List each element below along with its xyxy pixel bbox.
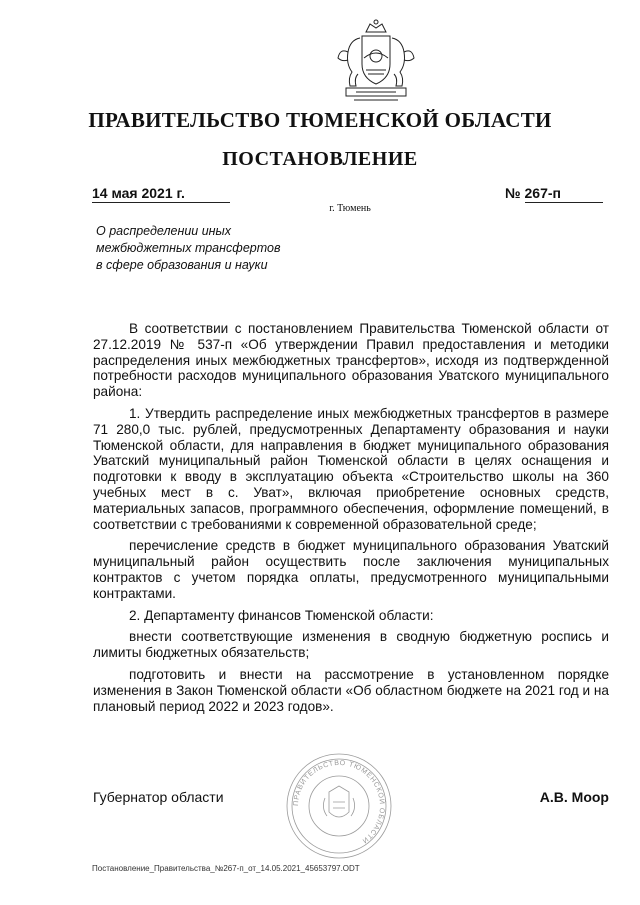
body-paragraph: внести соответствующие изменения в сводную бюджетную роспись и лимиты бюджетных обязательств; — [93, 629, 609, 661]
city-label: г. Тюмень — [329, 203, 371, 214]
subject-line: в сфере образования и науки — [96, 258, 268, 272]
body-paragraph: перечисление средств в бюджет муниципального образования Уватский муниципальный район осуществить после заключения муниципальных контрактов с учетом порядка оплаты, предусмотренного муниципальными контрактами. — [93, 538, 609, 601]
body-paragraph: В соответствии с постановлением Правительства Тюменской области от 27.12.2019 № 537-п «Об утверждении Правил предоставления и методики распределения иных межбюджетных трансфертов», исходя из подтвержденной потребности расходов муниципального образования Уватского муниципального района: — [93, 321, 609, 400]
svg-text:ПРАВИТЕЛЬСТВО ТЮМЕНСКОЙ ОБЛАСТ: ПРАВИТЕЛЬСТВО ТЮМЕНСКОЙ ОБЛАСТИ — [292, 759, 386, 845]
number-value: 267-п — [525, 185, 603, 203]
footer-filename: Постановление_Правительства_№267-п_от_14.05.2021_45653797.ODT — [92, 864, 360, 873]
document-date: 14 мая 2021 г. — [92, 185, 230, 203]
coat-of-arms-emblem — [326, 18, 426, 108]
document-subject — [96, 223, 356, 274]
document-number — [505, 185, 605, 202]
number-prefix: № — [505, 185, 521, 201]
document-body — [93, 321, 609, 720]
subject-line: О распределении иных — [96, 224, 231, 238]
subject-line: межбюджетных трансфертов — [96, 241, 281, 255]
body-paragraph: 2. Департаменту финансов Тюменской области: — [129, 607, 434, 623]
signature-block — [93, 789, 609, 809]
body-paragraph: 1. Утвердить распределение иных межбюджетных трансфертов в размере 71 280,0 тыс. рублей, предусмотренных Департаменту образования и науки Тюменской области, для направления в бюджет муниципального образования Уватский муниципальный район Тюменской области в целях оснащения и подготовки к вводу в эксплуатацию объекта «Строительство школы на 360 учебных мест в с. Уват», включая приобретение основных средств, материальных запасов, программного обеспечения, оформление помещений, в соответствии с требованиями к современной образовательной среде; — [93, 405, 609, 532]
government-name: ПРАВИТЕЛЬСТВО ТЮМЕНСКОЙ ОБЛАСТИ — [88, 108, 552, 132]
body-paragraph: подготовить и внести на рассмотрение в установленном порядке изменения в Закон Тюменской области «Об областном бюджете на 2021 год и на плановый период 2022 и 2023 годов». — [93, 666, 609, 714]
document-type: ПОСТАНОВЛЕНИЕ — [222, 148, 418, 170]
signatory-position: Губернатор области — [93, 789, 224, 805]
signatory-name: А.В. Моор — [539, 789, 609, 805]
